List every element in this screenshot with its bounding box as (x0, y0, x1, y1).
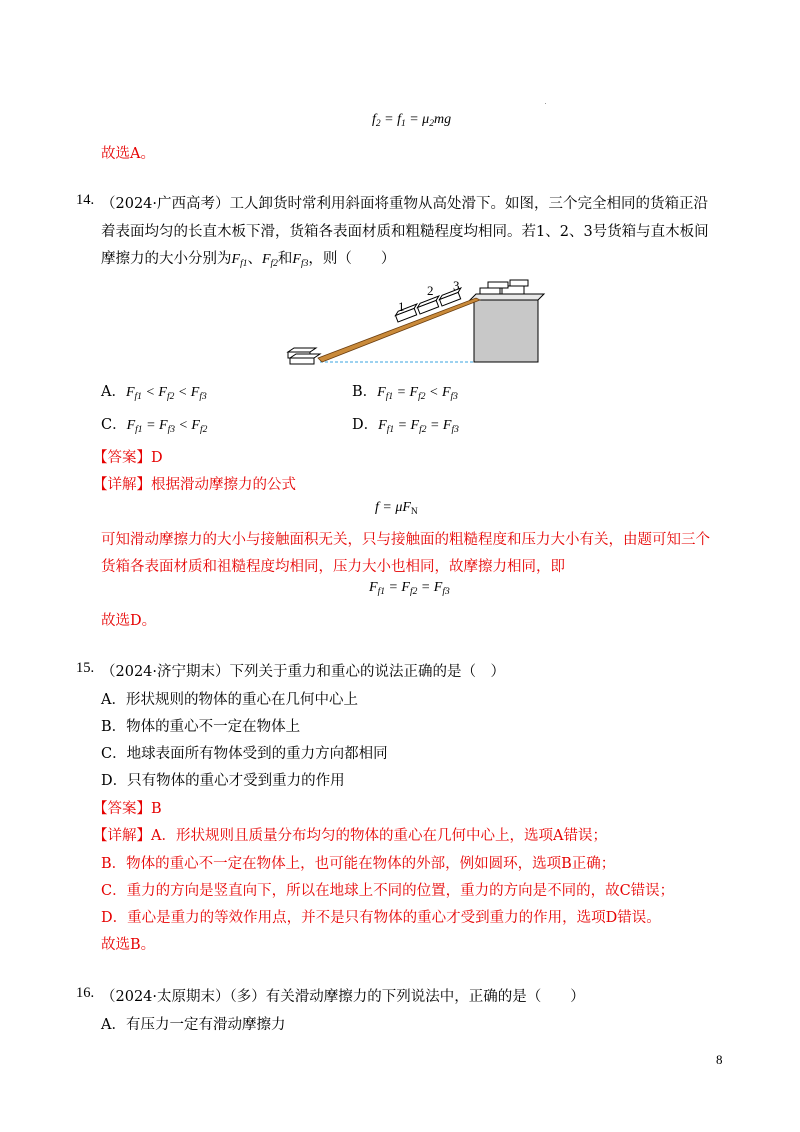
q15-option-a: A．形状规则的物体的重心在几何中心上 (101, 692, 358, 708)
q15-stem-text: 下列关于重力和重心的说法正确的是（ ） (229, 664, 506, 680)
q14-symbol-ff2: $F_{f2}$ (261, 252, 278, 269)
q14-explain-line1: 可知滑动摩擦力的大小与接触面积无关，只与接触面的粗糙程度和压力大小有关，由题可知三个 (101, 532, 710, 548)
q14-option-a-label: A． (101, 384, 126, 400)
q14-conclusion: 故选D。 (101, 613, 157, 629)
q15-option-b: B．物体的重心不一定在物体上 (101, 719, 301, 735)
q15-source: （2024·济宁期末） (101, 664, 230, 680)
q16-option-a: A．有压力一定有滑动摩擦力 (101, 1017, 286, 1033)
q14-source: （2024·广西高考） (101, 196, 230, 212)
q15-answer: 【答案】B (93, 801, 162, 817)
q14-answer: 【答案】D (93, 450, 163, 466)
platform-block (474, 300, 538, 362)
q14-option-c-label: C． (101, 417, 127, 433)
q14-formula-friction: $f = \mu F_N$ (375, 500, 418, 517)
q14-stem-line1 (101, 192, 708, 213)
q14-sep1: 、 (247, 251, 262, 267)
q14-stem-pre: 摩擦力的大小分别为 (101, 251, 232, 267)
q14-option-b (352, 380, 458, 402)
box-label-2: 2 (427, 283, 434, 298)
platform-box-4 (510, 280, 528, 286)
box-3 (438, 288, 464, 306)
q15-detail-line3: C．重力的方向是竖直向下，所以在地球上不同的位置，重力的方向是不同的，故C错误； (101, 883, 675, 899)
scan-dot (545, 103, 546, 104)
box-label-1: 1 (398, 299, 405, 314)
q16-number: 16. (76, 985, 95, 1001)
box-label-3: 3 (453, 278, 460, 293)
platform-box-3 (488, 282, 508, 288)
q14-stem-text1: 工人卸货时常利用斜面将重物从高处滑下。如图，三个完全相同的货箱正沿 (229, 196, 709, 212)
q14-option-a (101, 380, 207, 402)
q14-option-c (101, 413, 207, 435)
q14-option-b-label: B． (352, 384, 378, 400)
q14-symbol-ff3: $F_{f3}$ (292, 252, 309, 269)
q14-detail (93, 473, 296, 494)
q14-stem-end: ，则（ ） (308, 251, 396, 267)
q14-detail-label: 【详解】 (93, 477, 151, 493)
bottom-box-2 (290, 354, 320, 358)
box-2 (416, 296, 442, 314)
q14-detail-text: 根据滑动摩擦力的公式 (151, 477, 296, 493)
q15-stem (101, 660, 505, 681)
q14-option-d-expr: $F_{f1} = F_{f2} = F_{f3}$ (378, 418, 459, 435)
q14-option-a-expr: $F_{f1} < F_{f2} < F_{f3}$ (125, 385, 207, 402)
q14-number: 14. (76, 192, 95, 208)
q14-formula-equal: $F_{f1} = F_{f2} = F_{f3}$ (369, 580, 450, 597)
platform-top (470, 294, 544, 300)
q14-option-d (352, 413, 459, 435)
formula-f2-equals-f1: $f_2 = f_1 = \mu_2mg$ (372, 112, 452, 129)
q14-symbol-ff1: $F_{f1}$ (231, 252, 248, 269)
bottom-box-2-front (290, 358, 314, 364)
q14-option-c-expr: $F_{f1} = F_{f3} < F_{f2}$ (126, 418, 208, 435)
page-number: 8 (716, 1052, 723, 1067)
platform-box-1 (480, 288, 500, 294)
q15-option-d: D．只有物体的重心才受到重力的作用 (101, 773, 345, 789)
incline-figure (280, 278, 550, 370)
q14-stem-line2: 着表面均匀的长直木板下滑，货箱各表面材质和粗糙程度均相同。若1、2、3号货箱与直木板间 (101, 224, 709, 240)
q15-option-c: C．地球表面所有物体受到的重力方向都相同 (101, 746, 388, 762)
q14-explain-line2: 货箱各表面材质和祖糙程度均相同，压力大小也相同，故摩擦力相同，即 (101, 559, 565, 575)
q14-option-b-expr: $F_{f1} = F_{f2} < F_{f3}$ (377, 385, 458, 402)
q15-detail-line2: B．物体的重心不一定在物体上，也可能在物体的外部，例如圆环，选项B正确； (101, 856, 616, 872)
q14-and: 和 (277, 251, 293, 267)
q14-stem-line3 (101, 247, 395, 269)
q15-number: 15. (76, 660, 95, 676)
conclusion-prev: 故选A。 (101, 146, 155, 162)
bottom-box-1 (288, 348, 316, 352)
q15-detail-line4: D．重心是重力的等效作用点，并不是只有物体的重心才受到重力的作用，选项D错误。 (101, 910, 661, 926)
q16-stem (101, 985, 585, 1006)
q16-source: （2024·太原期末） (101, 989, 230, 1005)
q14-option-d-label: D． (352, 417, 379, 433)
q15-detail-line1: 【详解】A．形状规则且质量分布均匀的物体的重心在几何中心上，选项A错误； (93, 828, 607, 844)
q16-stem-text: （多）有关滑动摩擦力的下列说法中，正确的是（ ） (229, 989, 585, 1005)
q15-conclusion: 故选B。 (101, 937, 156, 953)
